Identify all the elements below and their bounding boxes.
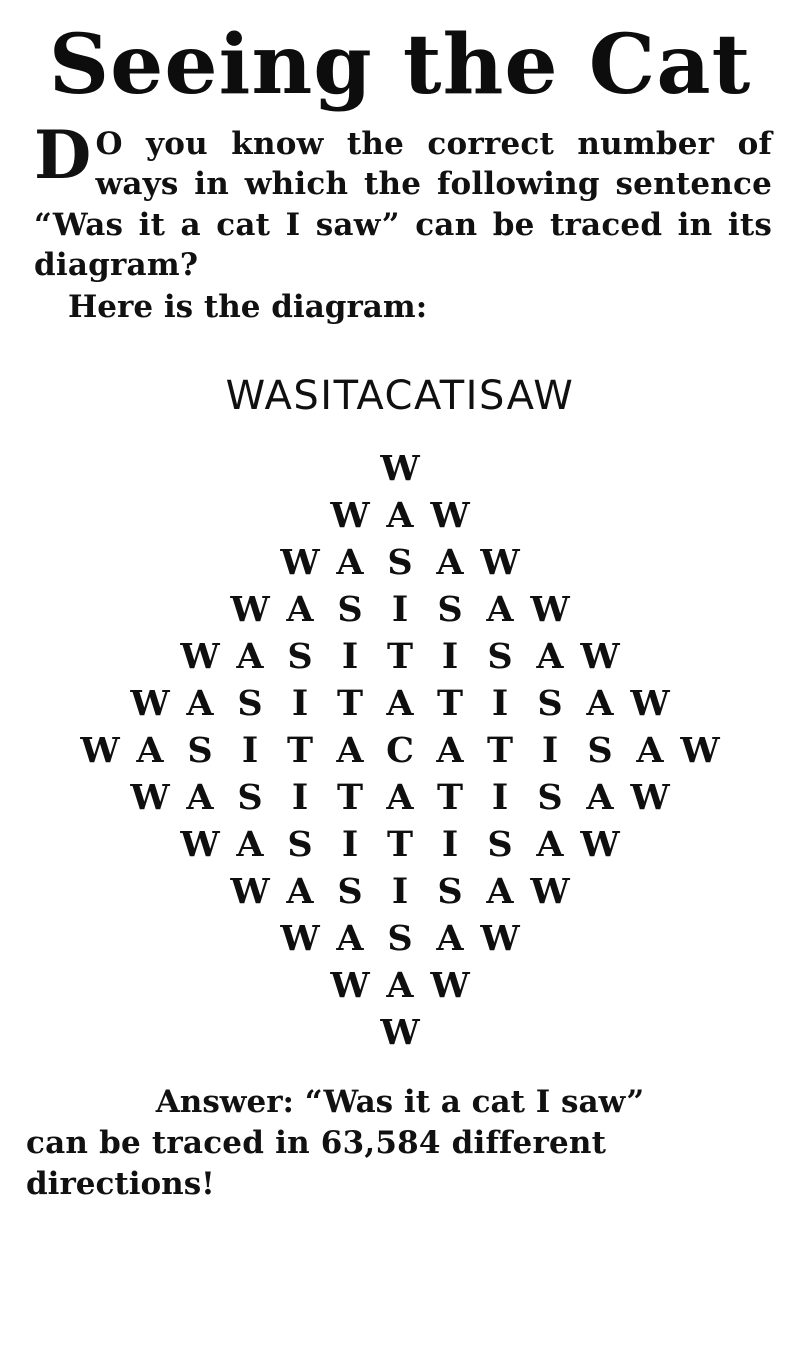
diagram-cell: S [537, 777, 563, 819]
diagram-cell: W [130, 683, 170, 725]
diagram-cell: W [180, 636, 220, 678]
intro-paragraph [34, 116, 772, 285]
diagram-cell: I [341, 824, 359, 866]
letter-diamond-diagram [20, 445, 780, 1056]
diagram-cell: W [180, 824, 220, 866]
diagram-row [20, 492, 780, 539]
diagram-cell: W [330, 495, 370, 537]
diagram-cell: S [387, 542, 413, 584]
diagram-cell: I [291, 683, 309, 725]
diagram-cell: W [680, 730, 720, 772]
answer-line-1: Answer: “Was it a cat I saw” [155, 1084, 645, 1121]
diagram-cell: I [491, 683, 509, 725]
diagram-cell: S [487, 824, 513, 866]
diagram-cell: W [580, 636, 620, 678]
diagram-cell: A [236, 824, 264, 866]
diagram-cell: I [441, 824, 459, 866]
diagram-cell: W [530, 589, 570, 631]
diagram-cell: S [387, 918, 413, 960]
diagram-cell: A [386, 777, 414, 819]
diagram-cell: I [291, 777, 309, 819]
diagram-cell: A [336, 918, 364, 960]
diagram-cell: W [80, 730, 120, 772]
diagram-cell: T [286, 730, 314, 772]
diagram-cell: I [391, 589, 409, 631]
diagram-cell: C [386, 730, 414, 772]
diagram-cell: W [630, 777, 670, 819]
diagram-cell: W [430, 495, 470, 537]
diagram-cell: A [586, 777, 614, 819]
drop-cap: D [34, 116, 92, 194]
diagram-cell: A [486, 871, 514, 913]
diagram-cell: A [236, 636, 264, 678]
diagram-row [20, 680, 780, 727]
diagram-intro-text: Here is the diagram: [68, 289, 428, 326]
diagram-cell: S [337, 871, 363, 913]
diagram-cell: T [336, 777, 364, 819]
diagram-cell: W [430, 965, 470, 1007]
diagram-cell: A [186, 683, 214, 725]
intro-paragraph-text: O you know the correct number of ways in which the following sentence “Was it a cat I saw” can be traced in its diagram? [34, 126, 772, 283]
diagram-row [20, 915, 780, 962]
diagram-cell: W [130, 777, 170, 819]
answer-block [26, 1082, 774, 1205]
diagram-cell: T [486, 730, 514, 772]
diagram-row [20, 774, 780, 821]
diagram-cell: W [380, 1012, 420, 1054]
diagram-cell: I [491, 777, 509, 819]
diagram-cell: S [437, 871, 463, 913]
sentence-strip: WASITACATISAW [225, 373, 575, 420]
diagram-cell: I [341, 636, 359, 678]
diagram-cell: A [436, 730, 464, 772]
answer-line-3: directions! [26, 1166, 215, 1203]
diagram-row [20, 586, 780, 633]
diagram-cell: W [480, 542, 520, 584]
diagram-cell: A [386, 495, 414, 537]
diagram-row [20, 1009, 780, 1056]
diagram-cell: A [436, 542, 464, 584]
diagram-cell: A [486, 589, 514, 631]
diagram-cell: A [286, 589, 314, 631]
answer-line-2: can be traced in 63,584 different [26, 1125, 607, 1162]
diagram-cell: A [536, 636, 564, 678]
diagram-cell: W [480, 918, 520, 960]
diagram-row [20, 539, 780, 586]
page-title: Seeing the Cat [48, 17, 752, 113]
diagram-cell: S [437, 589, 463, 631]
newspaper-clipping [0, 17, 800, 1357]
diagram-row [20, 633, 780, 680]
diagram-cell: T [386, 824, 414, 866]
diagram-cell: W [530, 871, 570, 913]
diagram-cell: S [187, 730, 213, 772]
diagram-cell: S [337, 589, 363, 631]
diagram-row [20, 727, 780, 774]
diagram-cell: S [237, 777, 263, 819]
diagram-cell: S [537, 683, 563, 725]
diagram-cell: W [230, 871, 270, 913]
diagram-cell: S [237, 683, 263, 725]
diagram-cell: A [536, 824, 564, 866]
diagram-cell: S [287, 824, 313, 866]
diagram-cell: A [186, 777, 214, 819]
diagram-cell: A [336, 730, 364, 772]
diagram-cell: W [230, 589, 270, 631]
diagram-cell: T [336, 683, 364, 725]
diagram-cell: W [330, 965, 370, 1007]
diagram-cell: A [136, 730, 164, 772]
diagram-cell: T [436, 683, 464, 725]
diagram-cell: A [586, 683, 614, 725]
diagram-row [20, 962, 780, 1009]
diagram-cell: W [380, 448, 420, 490]
diagram-cell: S [487, 636, 513, 678]
diagram-cell: S [287, 636, 313, 678]
diagram-cell: T [436, 777, 464, 819]
diagram-cell: S [587, 730, 613, 772]
diagram-cell: W [280, 918, 320, 960]
diagram-cell: I [391, 871, 409, 913]
diagram-cell: T [386, 636, 414, 678]
diagram-cell: A [286, 871, 314, 913]
diagram-row [20, 868, 780, 915]
diagram-cell: W [280, 542, 320, 584]
diagram-cell: W [630, 683, 670, 725]
diagram-row [20, 445, 780, 492]
diagram-cell: I [241, 730, 259, 772]
diagram-cell: W [580, 824, 620, 866]
diagram-cell: A [386, 683, 414, 725]
diagram-row [20, 821, 780, 868]
diagram-cell: I [541, 730, 559, 772]
diagram-cell: I [441, 636, 459, 678]
diagram-cell: A [386, 965, 414, 1007]
diagram-cell: A [336, 542, 364, 584]
diagram-cell: A [436, 918, 464, 960]
diagram-cell: A [636, 730, 664, 772]
